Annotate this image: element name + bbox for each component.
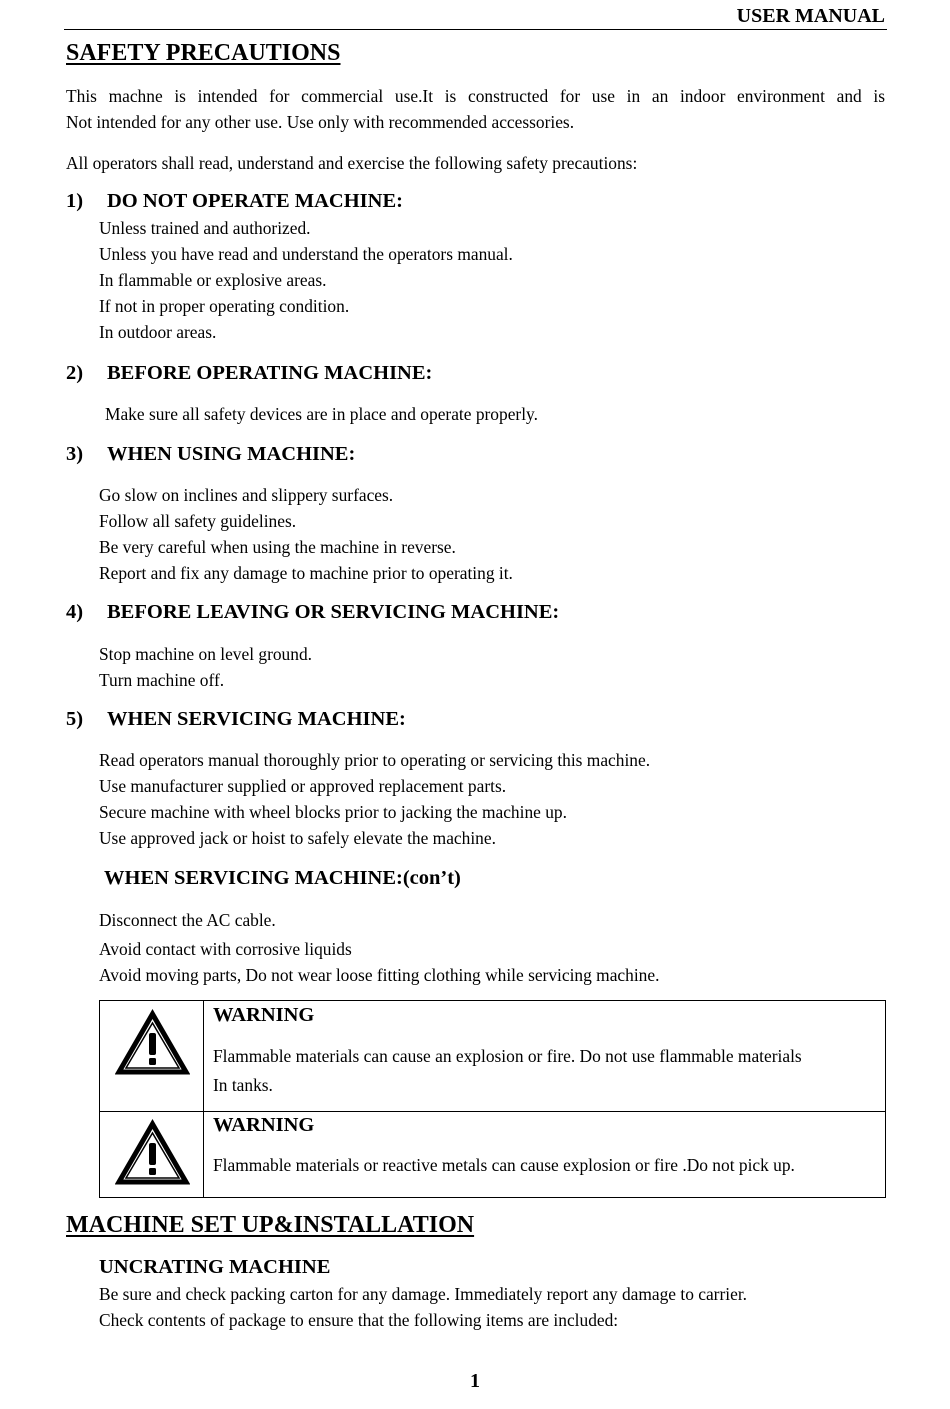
section-4-number: 4) — [66, 601, 84, 623]
list-item: Unless trained and authorized. — [99, 218, 311, 238]
list-item: Follow all safety guidelines. — [99, 511, 297, 531]
page-number: 1 — [470, 1370, 480, 1392]
section-3-title: WHEN USING MACHINE: — [107, 443, 356, 465]
warning-row — [100, 1111, 885, 1197]
section-1-heading — [66, 188, 403, 214]
list-item: Turn machine off. — [99, 670, 225, 690]
section-5-cont-heading: WHEN SERVICING MACHINE:(con’t) — [104, 867, 461, 889]
paragraph-line: Check contents of package to ensure that the following items are included: — [99, 1310, 619, 1330]
setup-heading: MACHINE SET UP&INSTALLATION — [66, 1212, 475, 1238]
list-item: Use approved jack or hoist to safely elevate the machine. — [99, 828, 496, 848]
running-header: USER MANUAL — [64, 4, 887, 30]
section-3-heading — [66, 441, 355, 467]
intro-line-2: Not intended for any other use. Use only with recommended accessories. — [66, 112, 575, 132]
section-5-number: 5) — [66, 708, 84, 730]
list-item: In flammable or explosive areas. — [99, 270, 327, 290]
list-item: If not in proper operating condition. — [99, 296, 350, 316]
section-5-cont-list — [99, 907, 659, 988]
warning-icon-cell — [100, 1111, 204, 1197]
section-1-list — [99, 215, 513, 345]
list-item: Go slow on inclines and slippery surfaces. — [99, 485, 394, 505]
section-2-heading — [66, 360, 432, 386]
section-2-item: Make sure all safety devices are in place and operate properly. — [105, 404, 538, 424]
warning-icon-cell — [100, 1001, 204, 1111]
uncrating-heading: UNCRATING MACHINE — [99, 1256, 331, 1278]
section-5-title: WHEN SERVICING MACHINE: — [107, 708, 406, 730]
operators-instruction: All operators shall read, understand and exercise the following safety precautions: — [66, 153, 638, 173]
paragraph-line: Be sure and check packing carton for any damage. Immediately report any damage to carrier. — [99, 1284, 747, 1304]
warning-text — [213, 1151, 878, 1180]
list-item: Avoid contact with corrosive liquids — [99, 939, 352, 959]
warning-row — [100, 1001, 885, 1112]
section-4-list — [99, 641, 312, 693]
section-5-heading — [66, 706, 406, 732]
list-item: Secure machine with wheel blocks prior to jacking the machine up. — [99, 802, 567, 822]
warning-triangle-icon — [115, 1009, 190, 1077]
safety-precautions-heading: SAFETY PRECAUTIONS — [66, 40, 341, 66]
section-1-title: DO NOT OPERATE MACHINE: — [107, 190, 403, 212]
warning-title: WARNING — [213, 1114, 315, 1136]
section-2-number: 2) — [66, 362, 84, 384]
warning-title: WARNING — [213, 1004, 315, 1026]
uncrating-text — [99, 1281, 747, 1333]
section-2-title: BEFORE OPERATING MACHINE: — [107, 362, 433, 384]
section-1-number: 1) — [66, 190, 84, 212]
warning-triangle-icon — [115, 1119, 190, 1187]
list-item: In outdoor areas. — [99, 322, 217, 342]
section-4-title: BEFORE LEAVING OR SERVICING MACHINE: — [107, 601, 560, 623]
section-3-list — [99, 482, 513, 586]
list-item: Avoid moving parts, Do not wear loose fitting clothing while servicing machine. — [99, 965, 660, 985]
intro-paragraph — [66, 83, 885, 135]
list-item: Stop machine on level ground. — [99, 644, 312, 664]
list-item: Read operators manual thoroughly prior to operating or servicing this machine. — [99, 750, 651, 770]
list-item: Unless you have read and understand the operators manual. — [99, 244, 513, 264]
warning-text — [213, 1042, 878, 1100]
warning-table — [99, 1000, 886, 1198]
section-4-heading — [66, 599, 559, 625]
warning-text-line: Flammable materials can cause an explosion or fire. Do not use flammable materials — [213, 1046, 802, 1066]
list-item: Disconnect the AC cable. — [99, 910, 276, 930]
warning-text-line: Flammable materials or reactive metals can cause explosion or fire .Do not pick up. — [213, 1155, 795, 1175]
list-item: Use manufacturer supplied or approved replacement parts. — [99, 776, 507, 796]
intro-line-1: This machne is intended for commercial use.It is constructed for use in an indoor environment and is — [66, 86, 885, 106]
list-item: Be very careful when using the machine in reverse. — [99, 537, 456, 557]
section-5-list — [99, 747, 650, 851]
section-3-number: 3) — [66, 443, 84, 465]
warning-text-line: In tanks. — [213, 1075, 273, 1095]
list-item: Report and fix any damage to machine prior to operating it. — [99, 563, 513, 583]
